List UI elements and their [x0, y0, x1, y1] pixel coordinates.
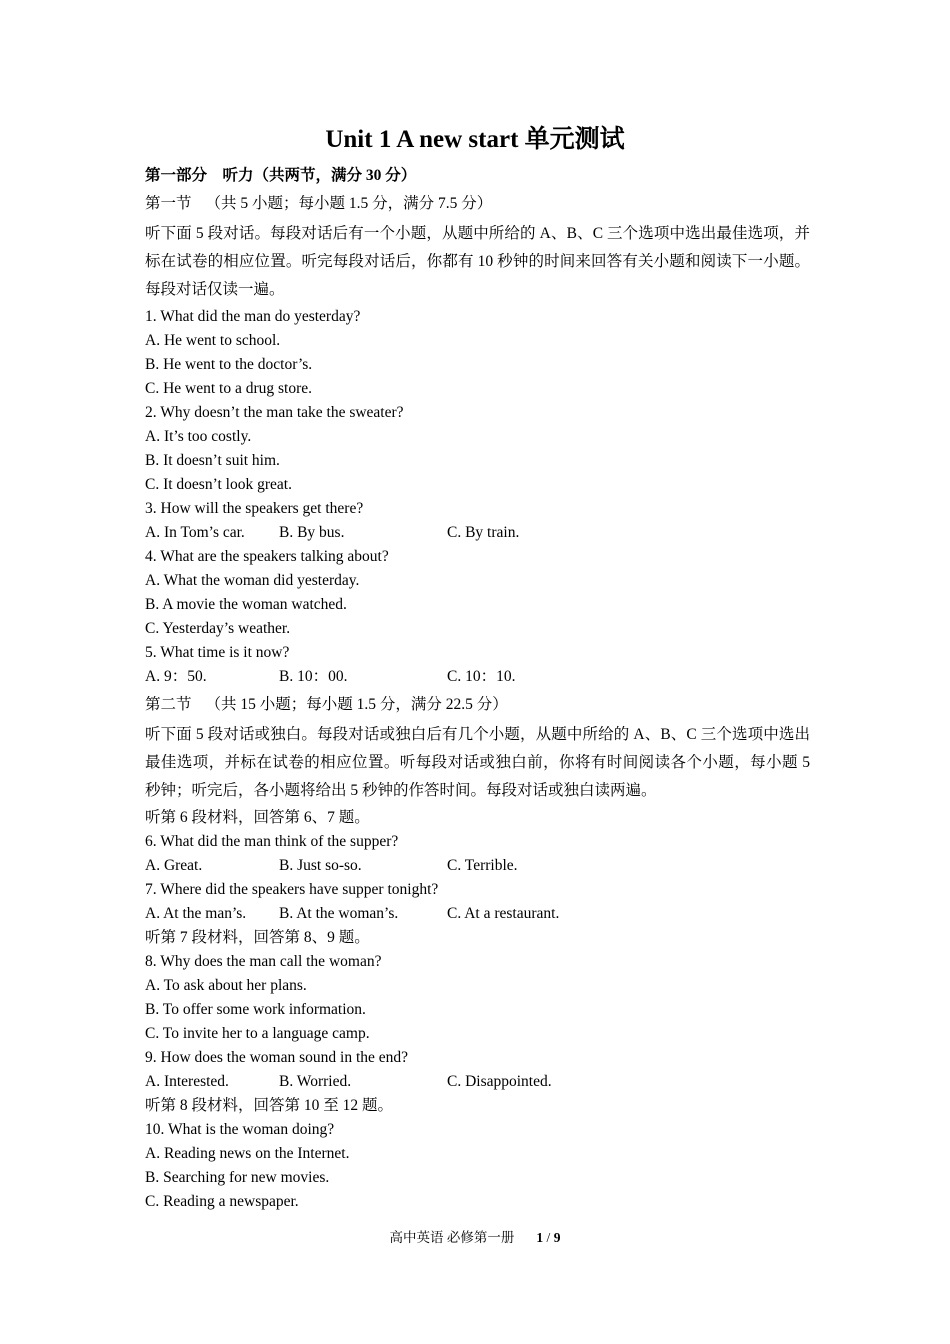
page-title: Unit 1 A new start 单元测试 — [325, 126, 625, 153]
section1-instructions: 听下面 5 段对话。每段对话后有一个小题，从题中所给的 A、B、C 三个选项中选出最佳选项，并标在试卷的相应位置。听完每段对话后，你都有 10 秒钟的时间来回答有关小题和阅读下一小题。每段对话仅读一遍。 — [145, 225, 810, 298]
section1-label: 第一节 — [145, 195, 192, 212]
question-5-stem: 5. What time is it now? — [145, 644, 290, 661]
material-7-heading: 听第 7 段材料，回答第 8、9 题。 — [145, 929, 370, 946]
question-3-option-a: A. In Tom’s car. — [145, 524, 245, 541]
question-2-option-c: C. It doesn’t look great. — [145, 476, 292, 493]
question-9-option-a: A. Interested. — [145, 1073, 229, 1090]
question-9-options — [145, 1070, 810, 1094]
question-1-option-c: C. He went to a drug store. — [145, 380, 313, 397]
section2-instructions: 听下面 5 段对话或独白。每段对话或独白后有几个小题，从题中所给的 A、B、C 三个选项中选出最佳选项，并标在试卷的相应位置。听每段对话或独白前，你将有时间阅读各个小题，每小题 5 秒钟；听完后，各小题将给出 5 秒钟的作答时间。每段对话或独白读两遍。 — [145, 726, 810, 799]
question-6-option-c: C. Terrible. — [447, 857, 518, 874]
question-6-option-b: B. Just so-so. — [279, 857, 362, 874]
question-6-option-a: A. Great. — [145, 857, 203, 874]
question-2-stem: 2. Why doesn’t the man take the sweater? — [145, 404, 404, 421]
question-10-stem: 10. What is the woman doing? — [145, 1121, 335, 1138]
question-3-option-b: B. By bus. — [279, 524, 345, 541]
section2-info: （共 15 小题；每小题 1.5 分，满分 22.5 分） — [205, 696, 508, 713]
question-7-stem: 7. Where did the speakers have supper tonight? — [145, 881, 439, 898]
material-8-heading: 听第 8 段材料，回答第 10 至 12 题。 — [145, 1097, 394, 1114]
question-7-options — [145, 902, 810, 926]
question-9-option-c: C. Disappointed. — [447, 1073, 552, 1090]
section2-label: 第二节 — [145, 696, 192, 713]
question-3-option-c: C. By train. — [447, 524, 520, 541]
section2-heading — [145, 691, 810, 719]
document-content — [145, 162, 810, 1214]
question-5-option-c: C. 10：10. — [447, 668, 516, 685]
question-4-option-a: A. What the woman did yesterday. — [145, 572, 360, 589]
question-1-option-a: A. He went to school. — [145, 332, 281, 349]
question-5-options — [145, 665, 810, 689]
question-4-stem: 4. What are the speakers talking about? — [145, 548, 389, 565]
footer-page-total: 9 — [553, 1230, 561, 1245]
question-10-option-c: C. Reading a newspaper. — [145, 1193, 299, 1210]
question-6-stem: 6. What did the man think of the supper? — [145, 833, 399, 850]
question-8-stem: 8. Why does the man call the woman? — [145, 953, 382, 970]
question-7-option-a: A. At the man’s. — [145, 905, 247, 922]
question-7-option-c: C. At a restaurant. — [447, 905, 560, 922]
question-1-option-b: B. He went to the doctor’s. — [145, 356, 313, 373]
material-6-heading: 听第 6 段材料，回答第 6、7 题。 — [145, 809, 370, 826]
question-7-option-b: B. At the woman’s. — [279, 905, 399, 922]
page-footer — [0, 1228, 950, 1248]
question-3-stem: 3. How will the speakers get there? — [145, 500, 364, 517]
footer-book-title: 高中英语 必修第一册 — [389, 1230, 515, 1245]
question-4-option-b: B. A movie the woman watched. — [145, 596, 347, 613]
question-1-stem: 1. What did the man do yesterday? — [145, 308, 361, 325]
question-4-option-c: C. Yesterday’s weather. — [145, 620, 291, 637]
question-2-option-b: B. It doesn’t suit him. — [145, 452, 280, 469]
question-10-option-b: B. Searching for new movies. — [145, 1169, 330, 1186]
section1-info: （共 5 小题；每小题 1.5 分，满分 7.5 分） — [205, 195, 493, 212]
question-9-option-b: B. Worried. — [279, 1073, 352, 1090]
question-3-options — [145, 521, 810, 545]
question-5-option-b: B. 10：00. — [279, 668, 348, 685]
question-8-option-a: A. To ask about her plans. — [145, 977, 307, 994]
question-8-option-c: C. To invite her to a language camp. — [145, 1025, 370, 1042]
section1-heading — [145, 190, 810, 218]
question-5-option-a: A. 9：50. — [145, 668, 207, 685]
footer-separator: / — [543, 1230, 554, 1245]
part1-heading: 第一部分 听力（共两节，满分 30 分） — [145, 167, 417, 184]
question-8-option-b: B. To offer some work information. — [145, 1001, 366, 1018]
question-10-option-a: A. Reading news on the Internet. — [145, 1145, 350, 1162]
question-9-stem: 9. How does the woman sound in the end? — [145, 1049, 409, 1066]
question-2-option-a: A. It’s too costly. — [145, 428, 252, 445]
footer-page-number: 1 — [536, 1230, 544, 1245]
question-6-options — [145, 854, 810, 878]
